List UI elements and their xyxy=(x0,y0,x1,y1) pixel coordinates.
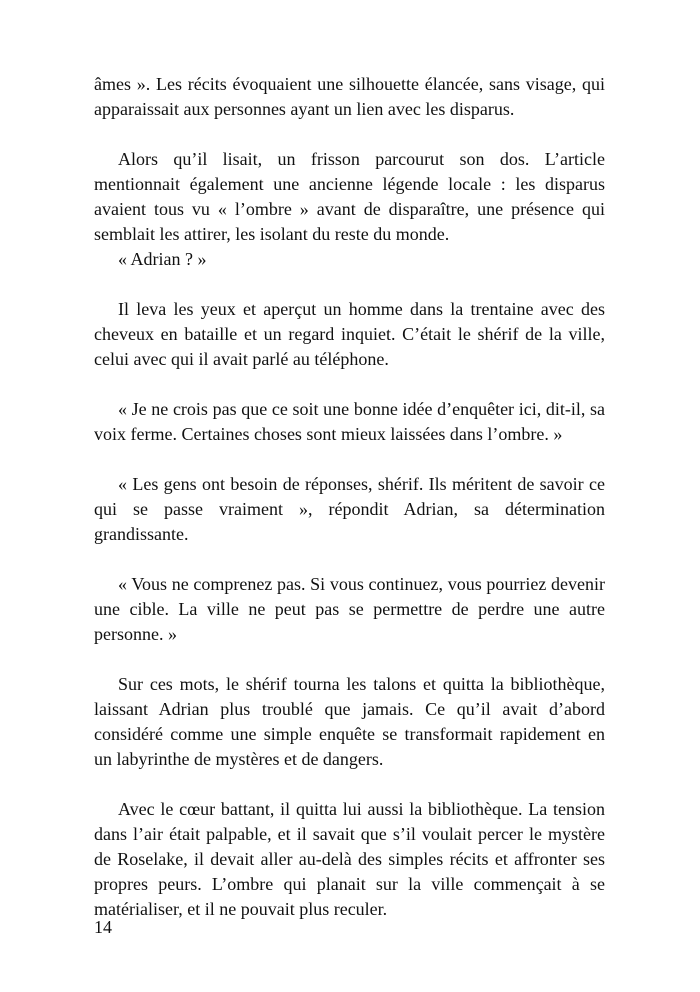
paragraph: Sur ces mots, le shérif tourna les talons et quitta la bibliothèque, laissant Adrian plus troublé que jamais. Ce qu’il avait d’abord considéré comme une simple enquête se transformait rapidement en un labyrinthe de mystères et de dangers. xyxy=(94,674,605,769)
paragraph: Avec le cœur battant, il quitta lui aussi la bibliothèque. La tension dans l’air était palpable, et il savait que s’il voulait percer le mystère de Roselake, il devait aller au-delà des simples récits et affronter ses propres peurs. L’ombre qui planait sur la ville commençait à se matérialiser, et il ne pouvait plus reculer. xyxy=(94,799,605,919)
paragraph: Alors qu’il lisait, un frisson parcourut son dos. L’article mentionnait également une ancienne légende locale : les disparus avaient tous vu « l’ombre » avant de disparaître, une présence qui semblait les attirer, les isolant du reste du monde. xyxy=(94,149,605,244)
page-number: 14 xyxy=(94,917,112,937)
paragraph-continuation: âmes ». Les récits évoquaient une silhouette élancée, sans visage, qui apparaissait aux personnes ayant un lien avec les disparus. xyxy=(94,74,605,119)
page-body xyxy=(94,72,605,922)
dialogue-paragraph: « Les gens ont besoin de réponses, shérif. Ils méritent de savoir ce qui se passe vraiment », répondit Adrian, sa détermination grandissante. xyxy=(94,474,605,544)
dialogue-line: « Adrian ? » xyxy=(118,249,207,269)
paragraph: Il leva les yeux et aperçut un homme dans la trentaine avec des cheveux en bataille et un regard inquiet. C’était le shérif de la ville, celui avec qui il avait parlé au téléphone. xyxy=(94,299,605,369)
dialogue-paragraph: « Je ne crois pas que ce soit une bonne idée d’enquêter ici, dit-il, sa voix ferme. Certaines choses sont mieux laissées dans l’ombre. » xyxy=(94,399,605,444)
dialogue-paragraph: « Vous ne comprenez pas. Si vous continuez, vous pourriez devenir une cible. La ville ne peut pas se permettre de perdre une autre personne. » xyxy=(94,574,605,644)
